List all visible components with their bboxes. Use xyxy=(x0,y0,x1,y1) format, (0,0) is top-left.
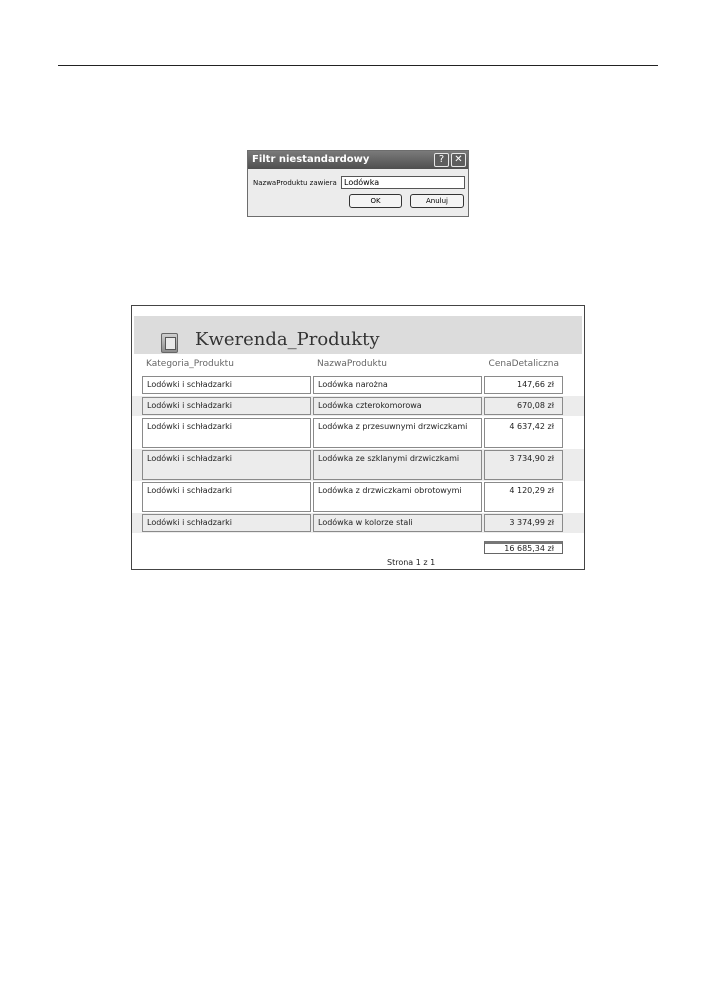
cell-name: Lodówka ze szklanymi drzwiczkami xyxy=(313,450,482,480)
filter-field-label: NazwaProduktu zawiera xyxy=(253,179,337,187)
cell-price: 3 374,99 zł xyxy=(484,514,563,532)
column-header-price: CenaDetaliczna xyxy=(488,359,559,369)
cell-name: Lodówka w kolorze stali xyxy=(313,514,482,532)
custom-filter-dialog xyxy=(247,150,469,217)
page-number: Strona 1 z 1 xyxy=(387,558,436,567)
column-header-name: NazwaProduktu xyxy=(317,359,387,369)
cell-category: Lodówki i schładzarki xyxy=(142,514,311,532)
table-row xyxy=(132,375,584,395)
ok-button[interactable]: OK xyxy=(349,194,402,208)
cell-category: Lodówki i schładzarki xyxy=(142,450,311,480)
dialog-title: Filtr niestandardowy xyxy=(248,151,468,169)
filter-value-input[interactable]: Lodówka xyxy=(341,176,465,189)
cell-category: Lodówki i schładzarki xyxy=(142,376,311,394)
cell-name: Lodówka z przesuwnymi drzwiczkami xyxy=(313,418,482,448)
table-row xyxy=(132,481,584,513)
table-row xyxy=(132,513,584,533)
cell-category: Lodówki i schładzarki xyxy=(142,418,311,448)
page-top-rule xyxy=(58,65,658,66)
cell-price: 147,66 zł xyxy=(484,376,563,394)
cell-category: Lodówki i schładzarki xyxy=(142,482,311,512)
cell-price: 4 120,29 zł xyxy=(484,482,563,512)
table-row xyxy=(132,417,584,449)
cell-name: Lodówka czterokomorowa xyxy=(313,397,482,415)
column-header-category: Kategoria_Produktu xyxy=(146,359,234,369)
price-total: 16 685,34 zł xyxy=(484,541,563,554)
table-row xyxy=(132,449,584,481)
cell-name: Lodówka narożna xyxy=(313,376,482,394)
report-title: Kwerenda_Produkty xyxy=(195,329,380,350)
report-header xyxy=(134,316,582,354)
table-row xyxy=(132,396,584,416)
cell-price: 3 734,90 zł xyxy=(484,450,563,480)
report-icon xyxy=(161,333,178,353)
report-view xyxy=(131,305,585,570)
cell-price: 4 637,42 zł xyxy=(484,418,563,448)
cancel-button[interactable]: Anuluj xyxy=(410,194,464,208)
close-icon[interactable]: ✕ xyxy=(451,153,466,167)
cell-price: 670,08 zł xyxy=(484,397,563,415)
cell-name: Lodówka z drzwiczkami obrotowymi xyxy=(313,482,482,512)
help-button[interactable]: ? xyxy=(434,153,449,167)
cell-category: Lodówki i schładzarki xyxy=(142,397,311,415)
